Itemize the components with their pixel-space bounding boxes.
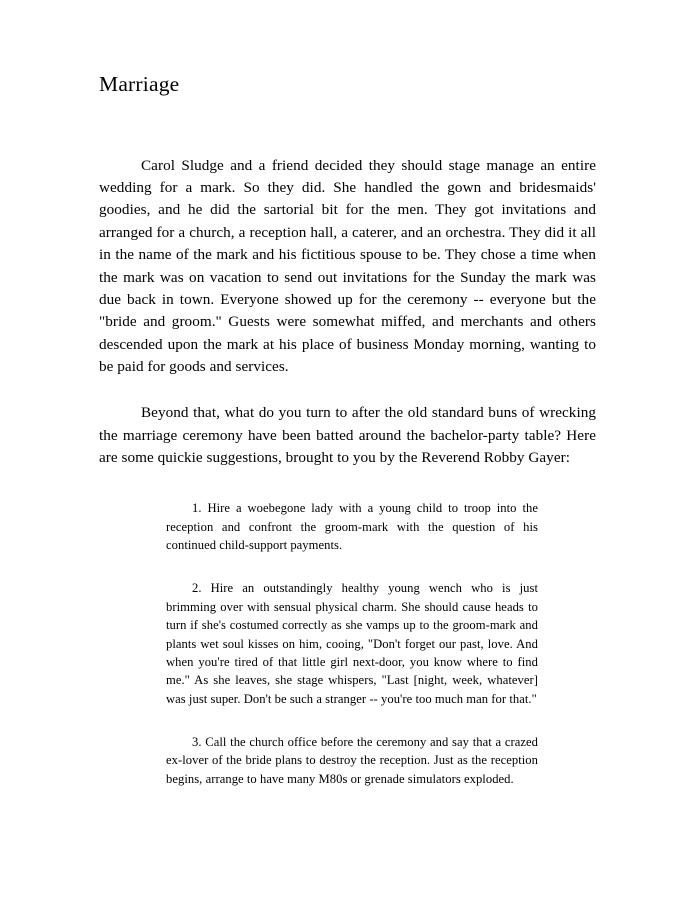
numbered-list (99, 499, 538, 788)
list-item: 3. Call the church office before the ceremony and say that a crazed ex-lover of the bride plans to destroy the reception. Just as the reception begins, arrange to have many M80s or grenade simulators exploded. (166, 735, 538, 786)
list-item: 2. Hire an outstandingly healthy young wench who is just brimming over with sensual physical charm. She should cause heads to turn if she's costumed correctly as she vamps up to the groom-mark and plants wet soul kisses on him, cooing, "Don't forget our past, love. And when you're tired of that little girl next-door, you know where to find me." As she leaves, she stage whispers, "Last [night, week, whatever] was just super. Don't be such a stranger -- you're too much man for that." (166, 581, 538, 706)
document-content (99, 72, 596, 788)
body-paragraph-1: Carol Sludge and a friend decided they should stage manage an entire wedding for a mark. So they did. She handled the gown and bridesmaids' goodies, and he did the sartorial bit for the men. They got invitations and arranged for a church, a reception hall, a caterer, and an orchestra. They did it all in the name of the mark and his fictitious spouse to be. They chose a time when the mark was on vacation to send out invitations for the Sunday the mark was due back in town. Everyone showed up for the ceremony -- everyone but the "bride and groom." Guests were somewhat miffed, and merchants and others descended upon the mark at his place of business Monday morning, wanting to be paid for goods and services. (99, 156, 596, 375)
list-item: 1. Hire a woebegone lady with a young child to troop into the reception and confront the groom-mark with the question of his continued child-support payments. (166, 501, 538, 553)
body-paragraph-2: Beyond that, what do you turn to after the old standard buns of wrecking the marriage ceremony have been batted around the bachelor-party table? Here are some quickie suggestions, brought to you by the Reverend Robby Gayer: (99, 404, 596, 466)
page-title: Marriage (99, 72, 180, 96)
